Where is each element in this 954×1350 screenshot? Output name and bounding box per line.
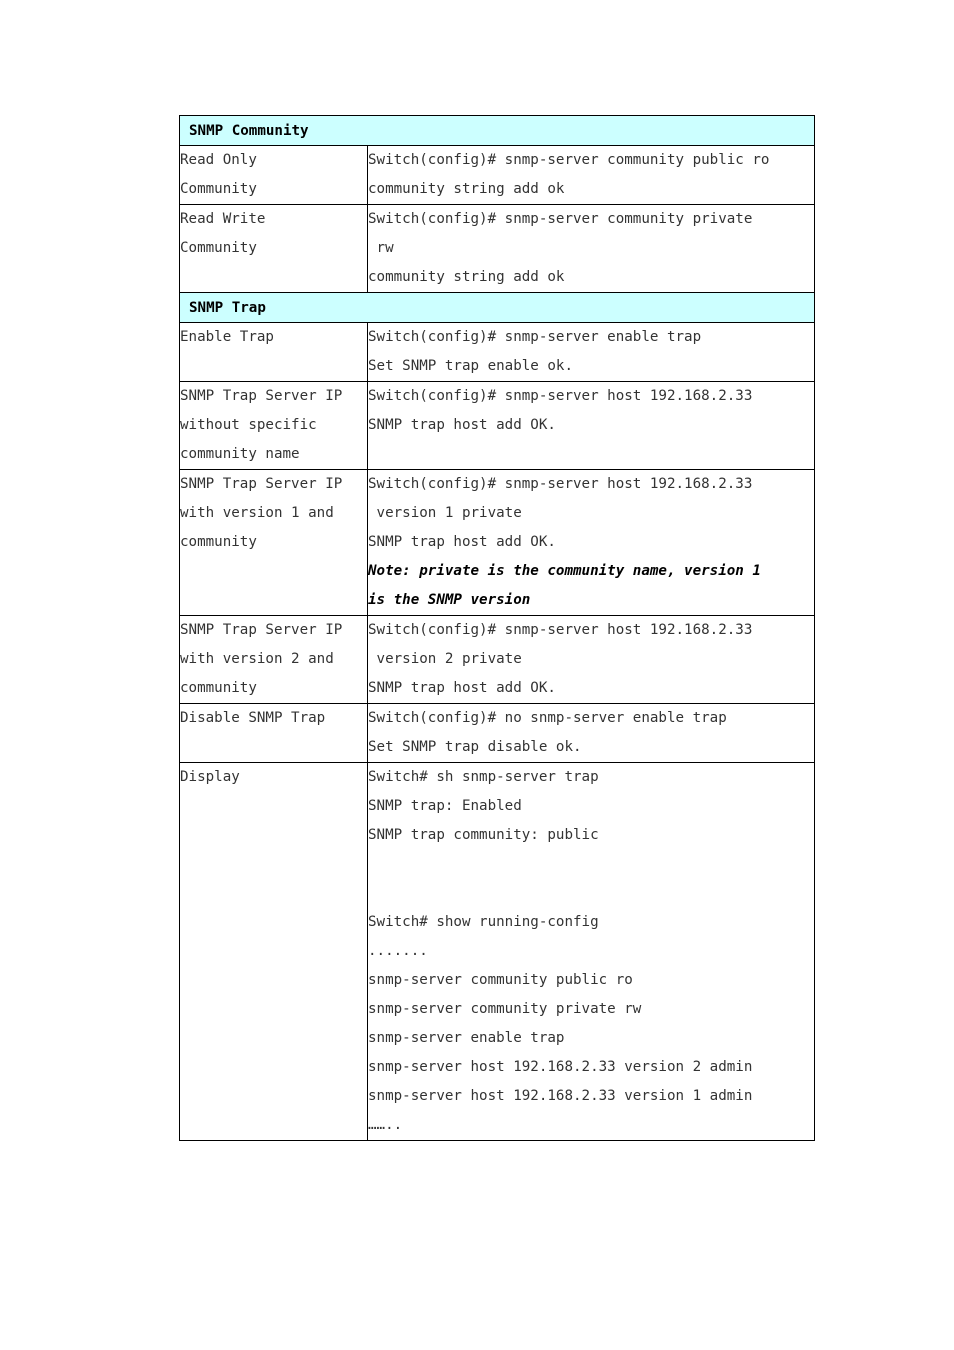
setting-label — [180, 704, 368, 763]
command-line: SNMP trap host add OK. — [368, 534, 556, 550]
table-row — [180, 470, 815, 616]
command-line: snmp-server host 192.168.2.33 version 1 admin — [368, 1088, 753, 1104]
label-line: Read Write — [180, 211, 266, 227]
command-line: Switch# sh snmp-server trap — [368, 769, 599, 785]
command-line: ....... — [368, 943, 428, 959]
setting-label — [180, 382, 368, 470]
command-output — [368, 146, 815, 205]
command-line: Switch(config)# no snmp-server enable trap — [368, 710, 727, 726]
label-line: with version 2 and — [180, 651, 334, 667]
section-title: SNMP Trap — [180, 293, 815, 323]
label-line: SNMP Trap Server IP — [180, 622, 343, 638]
command-line: community string add ok — [368, 269, 565, 285]
command-output — [368, 763, 815, 1141]
command-line: snmp-server host 192.168.2.33 version 2 admin — [368, 1059, 753, 1075]
setting-label — [180, 323, 368, 382]
command-output — [368, 205, 815, 293]
snmp-config-table — [179, 115, 815, 1141]
section-title: SNMP Community — [180, 116, 815, 146]
command-line: SNMP trap community: public — [368, 827, 599, 843]
command-line: SNMP trap host add OK. — [368, 417, 556, 433]
command-output — [368, 704, 815, 763]
section-header-snmp-trap — [180, 293, 815, 323]
command-output — [368, 323, 815, 382]
label-line: with version 1 and — [180, 505, 334, 521]
command-line: …….. — [368, 1117, 403, 1133]
label-line: Display — [180, 769, 240, 785]
table-row — [180, 146, 815, 205]
label-line: Community — [180, 181, 257, 197]
table-row — [180, 704, 815, 763]
command-line: SNMP trap host add OK. — [368, 680, 556, 696]
note-line: is the SNMP version — [368, 592, 531, 608]
command-line: rw — [368, 240, 394, 256]
label-line: SNMP Trap Server IP — [180, 476, 343, 492]
command-line — [368, 850, 814, 879]
table-row — [180, 763, 815, 1141]
command-line — [368, 879, 814, 908]
label-line: community name — [180, 446, 300, 462]
label-line: Community — [180, 240, 257, 256]
command-line: Switch# show running-config — [368, 914, 599, 930]
command-line: Set SNMP trap enable ok. — [368, 358, 573, 374]
command-output — [368, 382, 815, 470]
setting-label — [180, 146, 368, 205]
table-row — [180, 323, 815, 382]
table-row — [180, 382, 815, 470]
command-line: SNMP trap: Enabled — [368, 798, 522, 814]
note-line: Note: private is the community name, version 1 — [368, 563, 761, 579]
setting-label — [180, 616, 368, 704]
command-line: version 2 private — [368, 651, 522, 667]
label-line: community — [180, 534, 257, 550]
label-line: without specific — [180, 417, 317, 433]
command-output — [368, 470, 815, 616]
table-row — [180, 616, 815, 704]
section-header-snmp-community — [180, 116, 815, 146]
label-line: Read Only — [180, 152, 257, 168]
label-line: Enable Trap — [180, 329, 274, 345]
command-line: version 1 private — [368, 505, 522, 521]
table-row — [180, 205, 815, 293]
command-line: snmp-server community private rw — [368, 1001, 642, 1017]
command-line: Switch(config)# snmp-server host 192.168.2.33 — [368, 622, 753, 638]
command-output — [368, 616, 815, 704]
command-line: Switch(config)# snmp-server community private — [368, 211, 753, 227]
label-line: SNMP Trap Server IP — [180, 388, 343, 404]
command-line: Switch(config)# snmp-server community public ro — [368, 152, 770, 168]
command-line: snmp-server community public ro — [368, 972, 633, 988]
command-line: snmp-server enable trap — [368, 1030, 565, 1046]
label-line: community — [180, 680, 257, 696]
setting-label — [180, 205, 368, 293]
command-line: Set SNMP trap disable ok. — [368, 739, 582, 755]
command-line: Switch(config)# snmp-server host 192.168.2.33 — [368, 388, 753, 404]
label-line: Disable SNMP Trap — [180, 710, 326, 726]
setting-label — [180, 470, 368, 616]
command-line: community string add ok — [368, 181, 565, 197]
command-line: Switch(config)# snmp-server host 192.168.2.33 — [368, 476, 753, 492]
command-line: Switch(config)# snmp-server enable trap — [368, 329, 702, 345]
setting-label — [180, 763, 368, 1141]
